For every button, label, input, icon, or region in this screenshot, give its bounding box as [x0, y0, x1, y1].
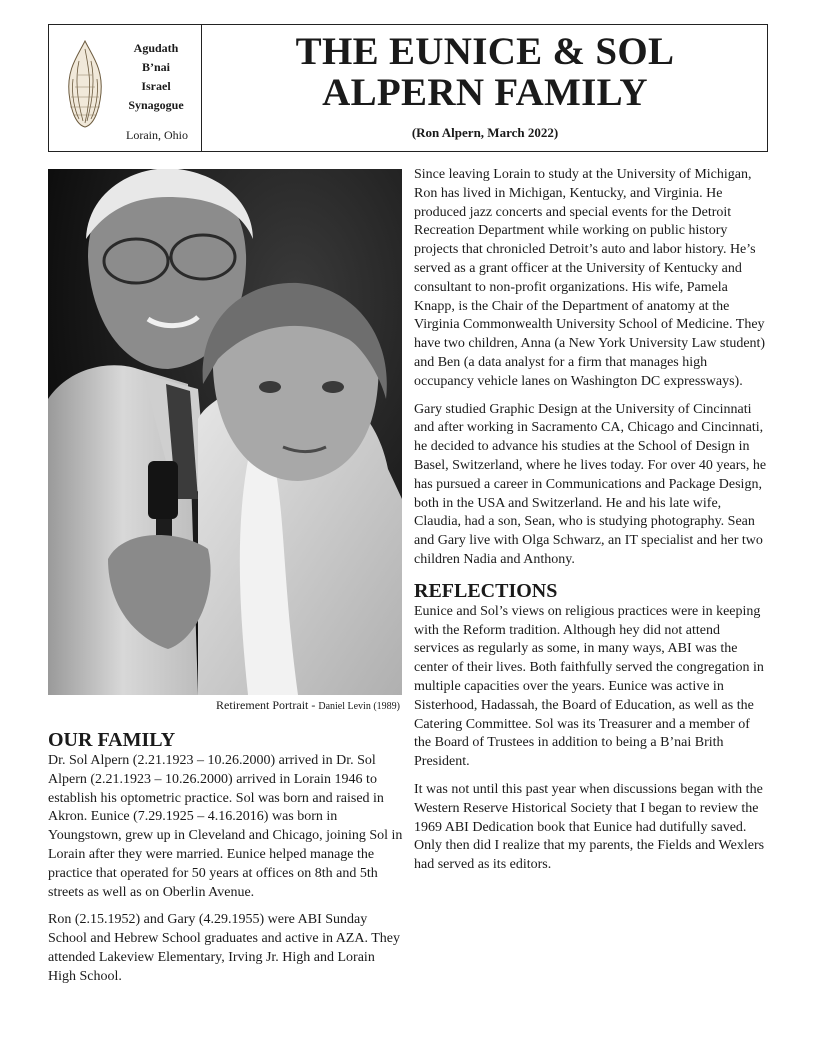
photo-credit: Daniel Levin (1989): [318, 701, 400, 712]
section-heading: OUR FAMILY: [48, 729, 176, 751]
byline: (Ron Alpern, March 2022): [411, 125, 559, 140]
photo-caption: [48, 698, 400, 713]
right-column: [414, 166, 768, 884]
section-heading: REFLECTIONS: [414, 579, 558, 602]
masthead: [48, 24, 768, 152]
body-paragraph: It was not until this past year when discussions began with the Western Reserve Historical Society that I began to review the 1969 ABI Dedication book that Eunice had dutifully saved. Only then did I realize that my parents, the Fields and Wexlers had served as its editors.: [414, 781, 765, 873]
synagogue-name-line: Agudath: [133, 41, 179, 55]
synagogue-name-line: Israel: [141, 79, 171, 93]
body-paragraph: Eunice and Sol’s views on religious practices were in keeping with the Reform tradition. Although hey did not attend services as regularly as some, in many ways, ABI was the center of their lives. Both faithfully served the congregation in multiple capacities over the years. Eunice was active in Sisterhood, Hadassah, the Board of Education, as well as the Catering Committee. Sol was its Treasurer and a member of the Board of Trustees in addition to being a B’nai Brith President.: [414, 603, 764, 770]
title-line-1: THE EUNICE & SOL: [295, 30, 675, 73]
title-line-2: ALPERN FAMILY: [322, 71, 648, 114]
body-paragraph: Dr. Sol Alpern (2.21.1923 – 10.26.2000) arrived in Dr. Sol Alpern (2.21.1923 – 10.26.2000) arrived in Lorain 1946 to establish his optometric practice. Sol was born and raised in Akron. Eunice (7.29.1925 – 4.16.2016) was born in Youngstown, grew up in Cleveland and Chicago, joining Sol in Lorain after they were married. Eunice helped manage the practice that operated for 50 years at offices on 8th and 5th streets as well as on Oberlin Avenue.: [48, 753, 403, 900]
synagogue-logo-block: [49, 25, 202, 151]
synagogue-location: Lorain, Ohio: [126, 128, 188, 142]
page-title: [201, 31, 769, 113]
body-paragraph: Gary studied Graphic Design at the University of Cincinnati and after working in Sacramento CA, Chicago and Cincinnati, he decided to advance his studies at the School of Design in Basel, Switzerland, where he lives today. For over 40 years, he has pursued a career in Communications and Package Design, both in the USA and Switzerland. He and his late wife, Claudia, had a son, Sean, who is studying photography. Sean and Gary live with Olga Schwarz, an IT specialist and her two children Nadia and Anthony.: [414, 401, 767, 567]
body-paragraph: Since leaving Lorain to study at the University of Michigan, Ron has lived in Michigan, Kentucky, and Virginia. He produced jazz concerts and special events for the Detroit Recreation Department while working on public history projects that chronicled Detroit’s auto and labor history. He’s served as a grant officer at the University of Kentucky and consultant to non-profit organizations. His wife, Pamela Knapp, is the Chair of the Department of anatomy at the Virginia Commonwealth University School of Medicine. They have two children, Anna (a New York University Law student) and Ben (a data analyst for a firm that manages high occupancy vehicle lanes on Washington DC expressways).: [414, 167, 766, 389]
caption-text: Retirement Portrait -: [216, 698, 319, 712]
our-family-section: [48, 728, 403, 996]
retirement-portrait-photo: [48, 169, 402, 695]
flame-logo-icon: [63, 39, 107, 129]
synagogue-name-line: Synagogue: [128, 98, 184, 112]
synagogue-name: [115, 39, 197, 115]
portrait-illustration: [48, 169, 402, 695]
body-paragraph: Ron (2.15.1952) and Gary (4.29.1955) were ABI Sunday School and Hebrew School graduates and active in AZA. They attended Lakeview Elementary, Irving Jr. High and Lorain High School.: [48, 912, 400, 984]
synagogue-name-line: B’nai: [141, 60, 170, 74]
